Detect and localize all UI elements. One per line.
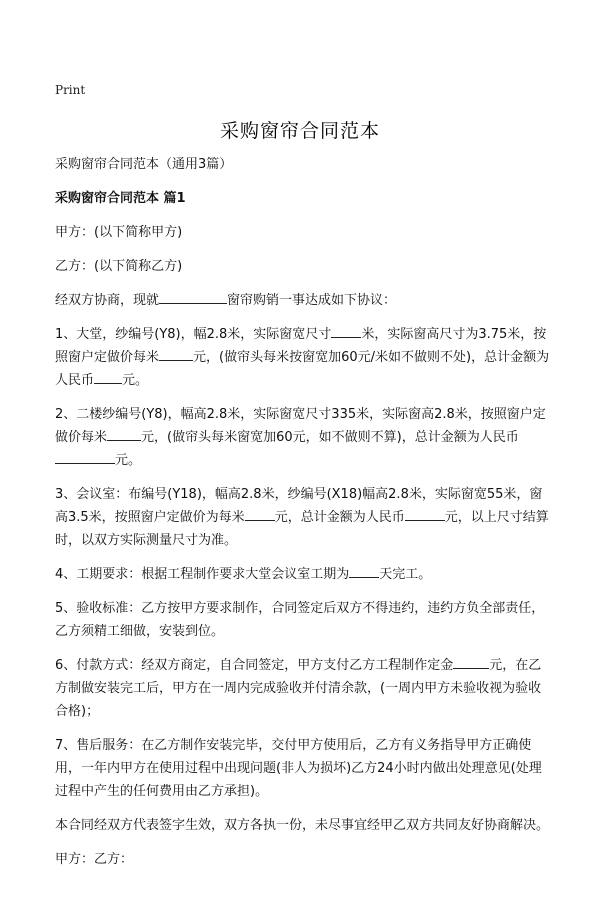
clause-2-text-c: 元。 <box>115 453 142 468</box>
clause-5: 5、验收标准：乙方按甲方要求制作，合同签定后双方不得违约，违约方负全部责任，乙方须精工细做，安装到位。 <box>55 601 545 639</box>
blank-line <box>245 506 275 521</box>
section-subtitle: 采购窗帘合同范本 篇1 <box>55 191 186 206</box>
party-a-line: 甲方：(以下简称甲方) <box>55 225 183 240</box>
document-body <box>55 153 550 882</box>
clause-1-text-b: 米，实际窗高尺寸为3.75米，按照窗户定做价每米 <box>55 327 547 365</box>
clause-2 <box>55 403 550 472</box>
clause-2-text-b: 元，(做帘头每米窗宽加60元，如不做则不算)，总计金额为人民币 <box>141 430 519 445</box>
blank-line <box>107 426 141 441</box>
clause-3-text-c: 元，以上尺寸结算时，以双方实际测量尺寸为准。 <box>55 510 549 548</box>
blank-line <box>159 289 227 304</box>
intro-line: 采购窗帘合同范本（通用3篇） <box>55 157 233 172</box>
clause-3 <box>55 483 550 552</box>
print-label: Print <box>55 83 86 97</box>
blank-line <box>94 369 122 384</box>
clause-6-text-a: 6、付款方式：经双方商定，自合同签定，甲方支付乙方工程制作定金 <box>55 658 454 673</box>
clause-3-text-a: 3、会议室：布编号(Y18)，幅高2.8米，纱编号(X18)幅高2.8米，实际窗宽55米，窗高3.5米，按照窗户定做价为每米 <box>55 487 543 525</box>
clause-4 <box>55 563 550 586</box>
blank-line <box>453 654 489 669</box>
negotiation-paragraph <box>55 289 550 312</box>
blank-line <box>349 563 379 578</box>
clause-6-text-b: 元，在乙方制做安装完工后，甲方在一周内完成验收并付清余款，(一周内甲方未验收视为验收合格)； <box>55 658 542 719</box>
clause-3-text-b: 元，总计金额为人民币 <box>274 510 405 525</box>
clause-4-text-a: 4、工期要求：根据工程制作要求大堂会议室工期为 <box>55 567 350 582</box>
blank-line <box>55 449 115 464</box>
clause-1 <box>55 323 550 392</box>
clause-2-text-a: 2、二楼纱编号(Y8)，幅高2.8米，实际窗宽尺寸335米，实际窗高2.8米，按照窗户定做价每米 <box>55 407 546 445</box>
clause-1-text-c: 元，(做帘头每米按窗宽加60元/米如不做则不处)，总计金额为人民币 <box>55 350 550 388</box>
signature-line: 甲方：乙方： <box>55 852 134 867</box>
clause-1-text-d: 元。 <box>122 373 149 388</box>
blank-line <box>331 323 361 338</box>
negotiation-text-1: 经双方协商，现就 <box>55 293 160 308</box>
clause-7: 7、售后服务：在乙方制作安装完毕，交付甲方使用后，乙方有义务指导甲方正确使用，一年内甲方在使用过程中出现问题(非人为损坏)乙方24小时内做出处理意见(处理过程中产生的任何费用由乙方承担)。 <box>55 738 542 799</box>
party-b-line: 乙方：(以下简称乙方) <box>55 259 183 274</box>
closing-paragraph: 本合同经双方代表签字生效，双方各执一份，未尽事宜经甲乙双方共同友好协商解决。 <box>55 818 550 833</box>
clause-1-text-a: 1、大堂，纱编号(Y8)，幅2.8米，实际窗宽尺寸 <box>55 327 332 342</box>
clause-6 <box>55 654 550 723</box>
document-title: 采购窗帘合同范本 <box>219 120 380 142</box>
clause-4-text-b: 天完工。 <box>379 567 432 582</box>
blank-line <box>159 346 193 361</box>
blank-line <box>405 506 445 521</box>
negotiation-text-2: 窗帘购销一事达成如下协议： <box>227 293 397 308</box>
